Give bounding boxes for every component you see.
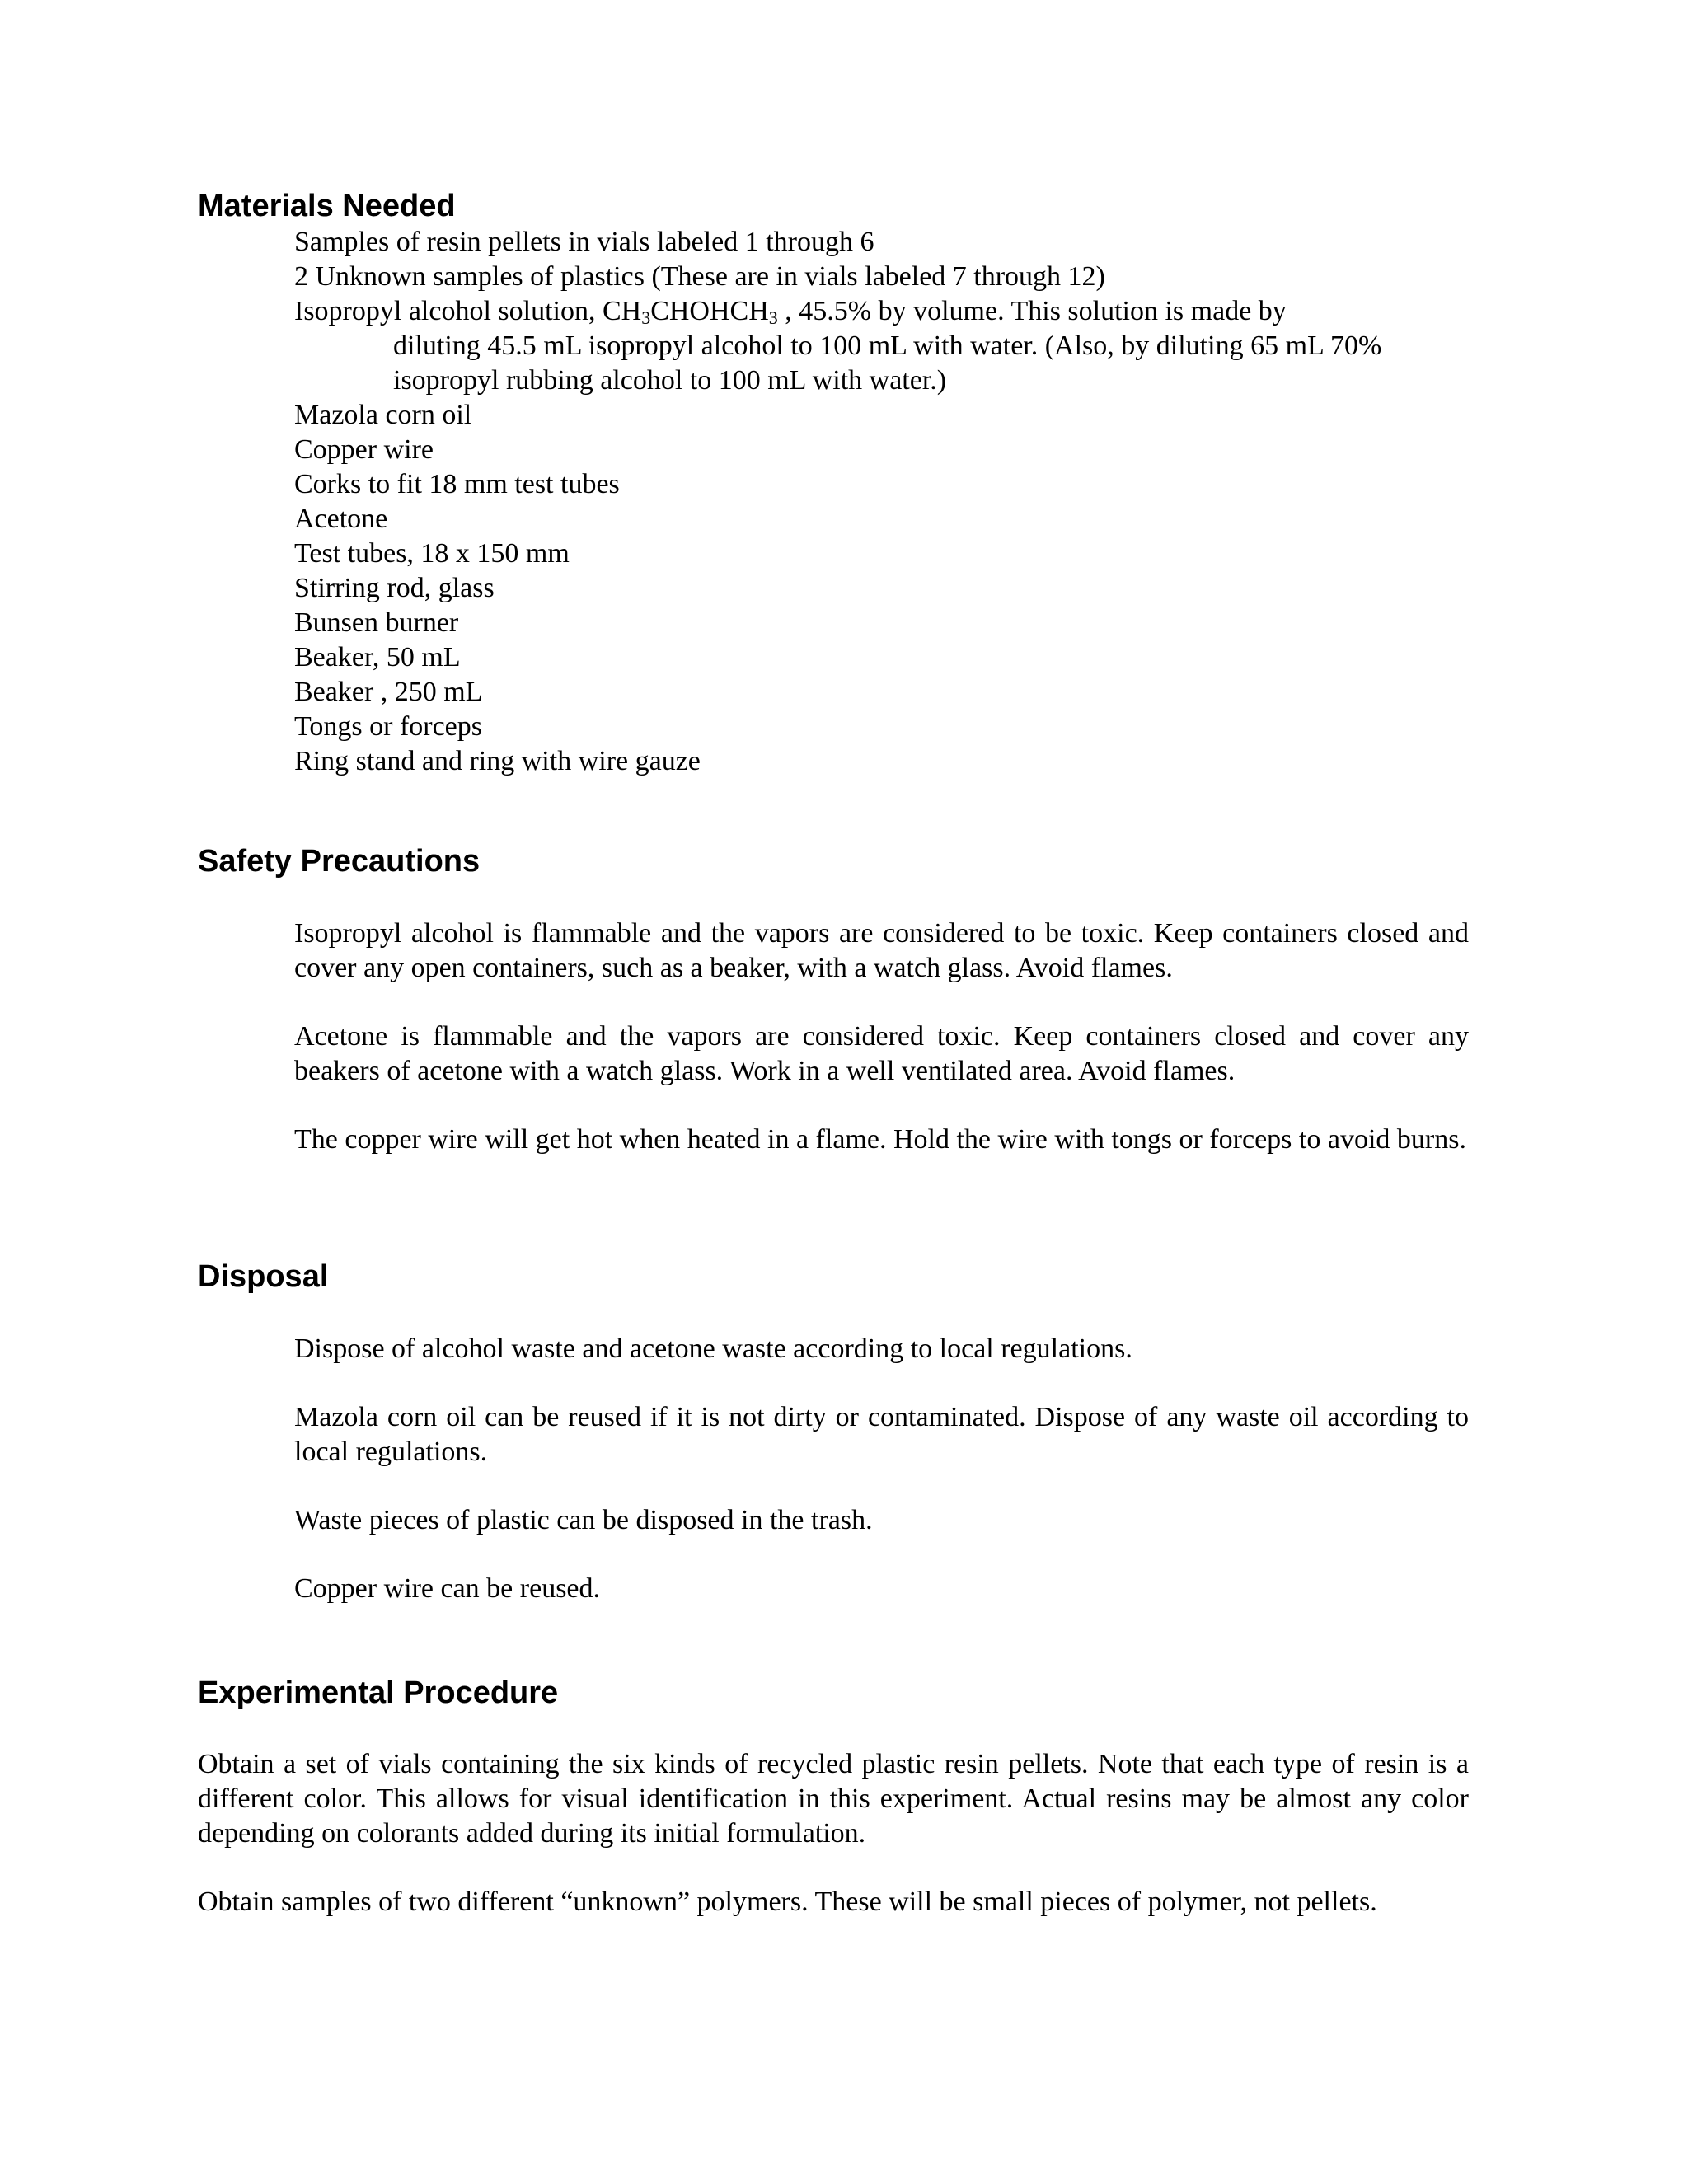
list-item: Ring stand and ring with wire gauze	[294, 746, 701, 776]
list-item: Bunsen burner	[294, 607, 459, 638]
isopropyl-continuation: diluting 45.5 mL isopropyl alcohol to 100 mL with water. (Also, by diluting 65 mL 70%	[393, 330, 1382, 361]
list-item: Beaker , 250 mL	[294, 677, 483, 707]
isopropyl-line-text	[294, 296, 1287, 326]
disposal-paragraph: Mazola corn oil can be reused if it is not dirty or contaminated. Dispose of any waste oil according to local regulations.	[294, 1402, 1469, 1467]
isopropyl-continuation: isopropyl rubbing alcohol to 100 mL with water.)	[393, 365, 947, 396]
formula-part: Isopropyl alcohol solution, CH	[294, 296, 642, 326]
formula-part: , 45.5% by volume. This solution is made by	[777, 296, 1287, 326]
list-item	[294, 294, 1489, 398]
procedure-paragraph: Obtain a set of vials containing the six kinds of recycled plastic resin pellets. Note that each type of resin is a different color. This allows for visual identification in this experiment. Actual resins may be almost any color depending on colorants added during its initial formulation.	[198, 1749, 1469, 1849]
disposal-paragraph: Dispose of alcohol waste and acetone waste according to local regulations.	[294, 1333, 1132, 1364]
list-item: Beaker, 50 mL	[294, 642, 461, 673]
list-item: Samples of resin pellets in vials labeled 1 through 6	[294, 227, 874, 257]
disposal-paragraph: Copper wire can be reused.	[294, 1573, 601, 1604]
list-item: Test tubes, 18 x 150 mm	[294, 538, 570, 569]
safety-heading: Safety Precautions	[198, 844, 481, 879]
formula-subscript: 3	[641, 307, 651, 328]
formula-subscript: 3	[768, 307, 778, 328]
disposal-heading: Disposal	[198, 1259, 329, 1294]
formula-part: CHOHCH	[650, 296, 769, 326]
disposal-paragraph: Waste pieces of plastic can be disposed in the trash.	[294, 1505, 873, 1535]
safety-paragraph: The copper wire will get hot when heated in a flame. Hold the wire with tongs or forceps to avoid burns.	[294, 1124, 1466, 1155]
list-item: Acetone	[294, 504, 388, 534]
list-item: Mazola corn oil	[294, 400, 472, 430]
safety-paragraph: Acetone is flammable and the vapors are considered toxic. Keep containers closed and cover any beakers of acetone with a watch glass. Work in a well ventilated area. Avoid flames.	[294, 1021, 1469, 1086]
procedure-paragraph: Obtain samples of two different “unknown” polymers. These will be small pieces of polymer, not pellets.	[198, 1886, 1377, 1917]
list-item: Tongs or forceps	[294, 711, 483, 742]
materials-list	[294, 225, 1489, 779]
list-item: 2 Unknown samples of plastics (These are in vials labeled 7 through 12)	[294, 261, 1105, 292]
procedure-heading: Experimental Procedure	[198, 1675, 559, 1710]
list-item: Stirring rod, glass	[294, 573, 495, 603]
list-item: Copper wire	[294, 434, 434, 465]
list-item: Corks to fit 18 mm test tubes	[294, 469, 620, 499]
materials-heading: Materials Needed	[198, 189, 456, 223]
safety-paragraph: Isopropyl alcohol is flammable and the vapors are considered to be toxic. Keep containers closed and cover any open containers, such as a beaker, with a watch glass. Avoid flames.	[294, 918, 1469, 983]
